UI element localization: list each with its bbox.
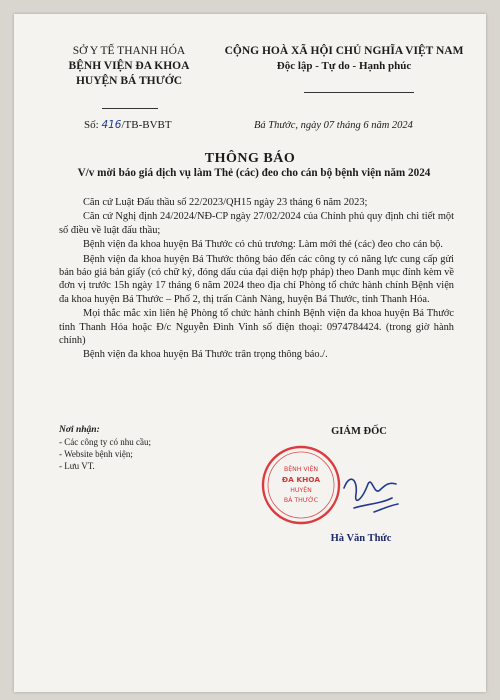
issuer-underline [102, 108, 158, 109]
body-paragraph: Bệnh viện đa khoa huyện Bá Thước trân trọng thông báo./. [83, 349, 328, 361]
recipients-block [59, 424, 249, 472]
nation-name: CỘNG HOÀ XÃ HỘI CHỦ NGHĨA VIỆT NAM [224, 45, 464, 57]
document-page [14, 14, 486, 692]
handwritten-signature [314, 454, 434, 534]
signer-name: Hà Văn Thức [330, 533, 392, 544]
organization-name-line1: BỆNH VIỆN ĐA KHOA [68, 60, 190, 72]
recipients-heading: Nơi nhận: [59, 425, 100, 435]
issuer-block [44, 44, 214, 89]
organization-name-line2: HUYỆN BÁ THƯỚC [75, 75, 183, 87]
signer-title: GIÁM ĐỐC [331, 426, 387, 437]
issue-date: Bá Thước, ngày 07 tháng 6 năm 2024 [254, 120, 413, 131]
body-paragraph: Mọi thắc mắc xin liên hệ Phòng tổ chức hành chính Bệnh viện đa khoa huyện Bá Thước tỉnh Thanh Hóa hoặc Đ/c Nguyễn Đình Vinh số điện thoại: 0974784424. (trong giờ hành chính) [59, 308, 454, 347]
body-paragraph: Căn cứ Nghị định 24/2024/NĐ-CP ngày 27/02/2024 của Chính phủ quy định chi tiết một số điều về luật đấu thầu; [59, 211, 454, 236]
document-number-handwritten: 416 [101, 119, 122, 131]
stamp-text-line1: BỆNH VIỆN [284, 466, 318, 473]
body-paragraph: Căn cứ Luật Đấu thầu số 22/2023/QH15 ngày 23 tháng 6 năm 2023; [83, 197, 368, 208]
document-title: THÔNG BÁO [204, 151, 296, 166]
document-number [84, 119, 172, 131]
ministry-name: SỞ Y TẾ THANH HÓA [72, 45, 186, 57]
recipient-item: - Website bệnh viện; [59, 449, 133, 459]
stamp-text-line3: HUYỆN [290, 487, 312, 494]
document-body [59, 196, 454, 363]
motto-underline [304, 92, 414, 93]
body-paragraph: Bệnh viện đa khoa huyện Bá Thước có chủ trương: Làm mới thẻ (các) đeo cho cán bộ. [83, 239, 443, 251]
recipient-item: - Lưu VT. [59, 461, 95, 471]
stamp-text-line4: BÁ THƯỚC [283, 497, 319, 504]
body-paragraph: Bệnh viện đa khoa huyện Bá Thước thông báo đến các công ty có năng lực cung cấp gửi bản báo giá bản giấy (có chữ ký, đóng dấu của đại diện hợp pháp) theo Danh mục đính kèm về đơn vị trước 15h ngày 17 tháng 6 năm 2024 theo địa chỉ Phòng tổ chức hành chính Bệnh viện đa khoa huyện Bá Thước – Phố 2, thị trấn Cành Nàng, huyện Bá Thước, tỉnh Thanh Hóa. [59, 253, 454, 305]
document-subject: V/v mời báo giá dịch vụ làm Thẻ (các) đeo cho cán bộ bệnh viện năm 2024 [77, 167, 431, 179]
document-number-prefix: Số: [84, 119, 99, 131]
national-motto: Độc lập - Tự do - Hạnh phúc [276, 60, 412, 72]
stamp-text-line2: ĐA KHOA [281, 475, 321, 484]
document-number-suffix: /TB-BVBT [121, 119, 172, 131]
recipient-item: - Các công ty có nhu cầu; [59, 437, 151, 447]
national-header [214, 44, 474, 74]
